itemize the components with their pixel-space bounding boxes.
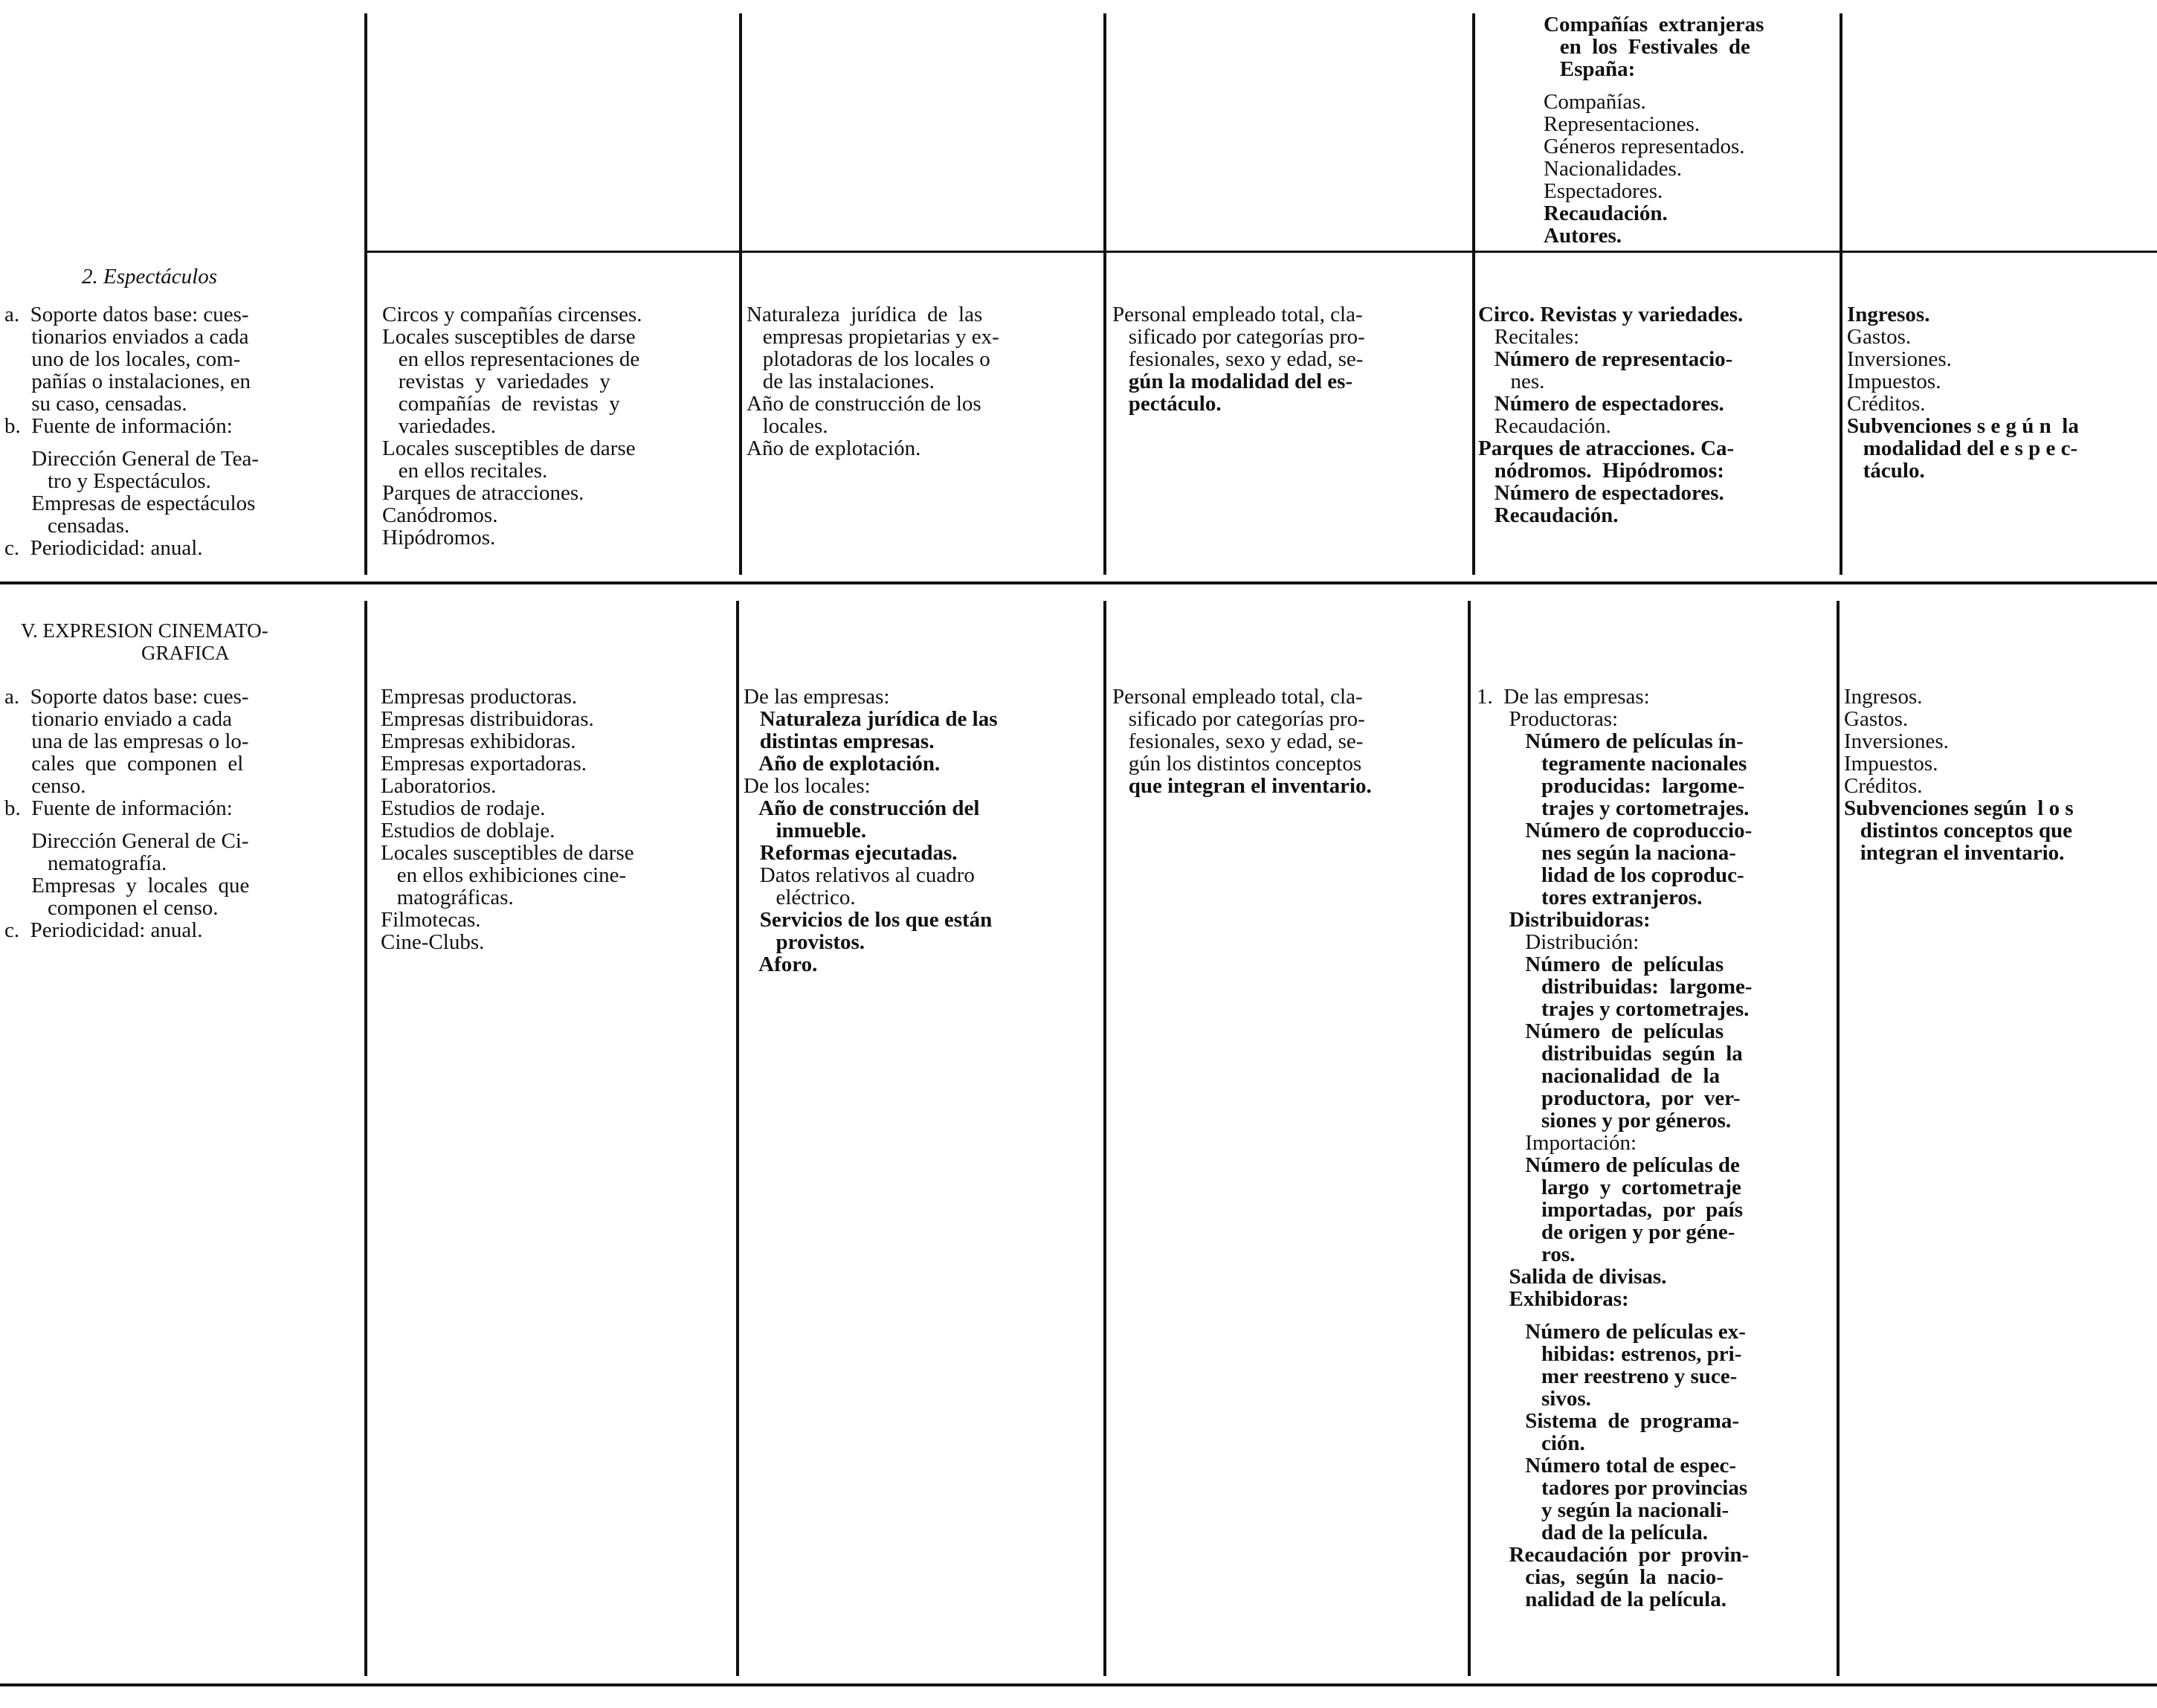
text-line: Espectadores.: [1544, 179, 1663, 203]
text-line: en ellos exhibiciones cine-: [381, 863, 627, 887]
text-line: en los Festivales de: [1544, 35, 1750, 59]
text-line: Datos relativos al cuadro: [744, 863, 975, 887]
text-line: Circo. Revistas y variedades.: [1478, 303, 1744, 326]
text-line: integran el inventario.: [1844, 841, 2065, 864]
espectaculos-source-cell: [4, 303, 360, 559]
text-line: nalidad de la película.: [1477, 1588, 1726, 1611]
text-line: ros.: [1477, 1243, 1576, 1266]
text-line: Empresas exportadoras.: [381, 752, 587, 776]
text-line: plotadoras de los locales o: [747, 347, 990, 371]
text-line: cias, según la nacio-: [1477, 1565, 1724, 1589]
text-line: Empresas exhibidoras.: [381, 729, 576, 753]
text-line: Personal empleado total, cla-: [1112, 686, 1363, 709]
text-line: Sistema de programa-: [1477, 1409, 1740, 1433]
text-line: gún los distintos conceptos: [1112, 752, 1362, 776]
text-line: productora, por ver-: [1477, 1086, 1741, 1110]
text-line: Distribución:: [1477, 930, 1639, 954]
text-line: Canódromos.: [382, 503, 498, 527]
cine-legal-cell: [744, 686, 1099, 976]
text-line: nes según la naciona-: [1477, 841, 1736, 865]
cine-heading-line2: GRAFICA: [141, 642, 230, 664]
text-line: su caso, censadas.: [4, 392, 187, 416]
text-line: locales.: [747, 414, 828, 438]
text-line: Gastos.: [1847, 325, 1912, 349]
cine-finance-cell: [1844, 686, 2153, 864]
text-line: Locales susceptibles de darse: [382, 325, 636, 349]
text-line: Año de explotación.: [747, 436, 921, 460]
text-line: Hipódromos.: [382, 526, 496, 549]
text-line: Naturaleza jurídica de las: [747, 303, 983, 326]
text-line: importadas, por país: [1477, 1198, 1743, 1222]
text-line: Estudios de rodaje.: [381, 796, 546, 820]
text-line: [4, 437, 360, 448]
text-line: fesionales, sexo y edad, se-: [1112, 347, 1364, 371]
text-line: España:: [1544, 57, 1636, 81]
text-line: Créditos.: [1847, 392, 1926, 416]
text-line: c. Periodicidad: anual.: [4, 918, 203, 941]
text-line: Géneros representados.: [1544, 135, 1745, 158]
column-rule-1-top: [364, 13, 367, 575]
column-rule-4-bottom: [1468, 601, 1471, 1676]
divider-page-bottom: [0, 1683, 2157, 1686]
text-line: Aforo.: [744, 953, 818, 976]
text-line: Gastos.: [1844, 707, 1909, 731]
espectaculos-units-cell: [382, 303, 732, 549]
text-line: Ingresos.: [1847, 303, 1930, 326]
text-line: variedades.: [382, 414, 496, 438]
text-line: 1. De las empresas:: [1477, 686, 1650, 709]
text-line: tadores por provincias: [1477, 1476, 1748, 1500]
text-line: tro y Espectáculos.: [4, 469, 211, 493]
text-line: sificado por categorías pro-: [1112, 707, 1365, 731]
column-rule-5-bottom: [1837, 601, 1840, 1676]
text-line: Impuestos.: [1847, 370, 1941, 393]
text-line: Créditos.: [1844, 774, 1923, 798]
text-line: De las empresas:: [744, 686, 890, 709]
text-line: nódromos. Hipódromos:: [1478, 459, 1724, 483]
text-line: provistos.: [744, 930, 865, 954]
text-line: a. Soporte datos base: cues-: [4, 686, 249, 709]
text-line: empresas propietarias y ex-: [747, 325, 999, 349]
cine-personnel-cell: [1112, 686, 1465, 797]
text-line: Estudios de doblaje.: [381, 819, 555, 842]
text-line: revistas y variedades y: [382, 370, 610, 393]
text-line: [1544, 80, 1835, 91]
text-line: Subvenciones s e g ú n la: [1847, 414, 2079, 438]
text-line: pañías o instalaciones, en: [4, 370, 251, 393]
text-line: de las instalaciones.: [747, 370, 935, 393]
cine-source-cell: [4, 686, 360, 941]
divider-top-section: [367, 251, 2157, 253]
text-line: Subvenciones según l o s: [1844, 796, 2074, 820]
text-line: c. Periodicidad: anual.: [4, 536, 203, 559]
text-line: Dirección General de Tea-: [4, 447, 259, 471]
text-line: Parques de atracciones. Ca-: [1478, 436, 1735, 460]
text-line: Impuestos.: [1844, 752, 1938, 776]
text-line: Inversiones.: [1847, 347, 1952, 371]
column-rule-2-top: [739, 13, 742, 575]
text-line: distintos conceptos que: [1844, 819, 2072, 842]
text-line: lidad de los coproduc-: [1477, 863, 1744, 887]
text-line: Autores.: [1544, 224, 1622, 247]
text-line: Laboratorios.: [381, 774, 497, 798]
text-line: Número de representacio-: [1478, 347, 1733, 371]
text-line: Año de explotación.: [744, 752, 941, 776]
text-line: Compañías.: [1544, 90, 1646, 114]
text-line: Recaudación.: [1478, 414, 1611, 438]
text-line: Número de películas: [1477, 1019, 1724, 1043]
text-line: sivos.: [1477, 1387, 1591, 1411]
text-line: Productoras:: [1477, 707, 1619, 731]
text-line: Parques de atracciones.: [382, 481, 584, 505]
text-line: sificado por categorías pro-: [1112, 325, 1365, 349]
text-line: Personal empleado total, cla-: [1112, 303, 1363, 326]
text-line: b. Fuente de información:: [4, 414, 233, 438]
text-line: Nacionalidades.: [1544, 157, 1683, 181]
text-line: Cine-Clubs.: [381, 930, 485, 953]
text-line: en ellos representaciones de: [382, 347, 640, 371]
text-line: Servicios de los que están: [744, 908, 993, 932]
text-line: trajes y cortometrajes.: [1477, 997, 1750, 1021]
text-line: nes.: [1478, 370, 1545, 393]
text-line: producidas: largome-: [1477, 774, 1745, 798]
text-line: eléctrico.: [744, 886, 856, 909]
text-line: tegramente nacionales: [1477, 752, 1747, 776]
text-line: Empresas y locales que: [4, 874, 250, 897]
column-rule-3-top: [1103, 13, 1106, 575]
cine-heading-line1: V. EXPRESION CINEMATO-: [21, 619, 268, 642]
text-line: mer reestreno y suce-: [1477, 1364, 1738, 1388]
text-line: una de las empresas o lo-: [4, 729, 249, 753]
text-line: Número de coproduccio-: [1477, 819, 1753, 842]
text-line: ción.: [1477, 1431, 1585, 1455]
text-line: tores extranjeros.: [1477, 886, 1703, 909]
text-line: nacionalidad de la: [1477, 1064, 1721, 1088]
text-line: pectáculo.: [1112, 392, 1222, 415]
text-line: Número de películas ex-: [1477, 1320, 1746, 1344]
text-line: que integran el inventario.: [1112, 774, 1372, 797]
text-line: censadas.: [4, 514, 130, 538]
column-rule-3-bottom: [1103, 601, 1106, 1676]
text-line: Reformas ejecutadas.: [744, 841, 958, 865]
text-line: tionario enviado a cada: [4, 707, 232, 731]
espectaculos-heading: 2. Espectáculos: [82, 265, 218, 289]
festivales-cell: [1544, 13, 1835, 247]
text-line: Empresas productoras.: [381, 686, 578, 709]
column-rule-4-top: [1472, 13, 1475, 575]
text-line: Dirección General de Ci-: [4, 829, 249, 853]
text-line: trajes y cortometrajes.: [1477, 796, 1750, 820]
text-line: hibidas: estrenos, pri-: [1477, 1342, 1742, 1366]
text-line: nematografía.: [4, 851, 167, 875]
column-rule-5-top: [1840, 13, 1842, 575]
text-line: distribuidas: largome-: [1477, 975, 1753, 999]
text-line: uno de los locales, com-: [4, 347, 241, 371]
text-line: Número de espectadores.: [1478, 481, 1724, 505]
text-line: Ingresos.: [1844, 686, 1923, 709]
text-line: Empresas de espectáculos: [4, 492, 256, 515]
text-line: [1477, 1310, 1834, 1321]
text-line: Circos y compañías circenses.: [382, 303, 642, 326]
text-line: a. Soporte datos base: cues-: [4, 303, 249, 326]
text-line: tionarios enviados a cada: [4, 325, 249, 349]
text-line: Número de películas de: [1477, 1153, 1740, 1177]
text-line: Año de construcción de los: [747, 392, 981, 416]
text-line: Representaciones.: [1544, 112, 1700, 136]
text-line: distribuidas según la: [1477, 1042, 1743, 1066]
text-line: táculo.: [1847, 459, 1925, 482]
text-line: Recaudación.: [1544, 202, 1668, 225]
text-line: [4, 819, 360, 830]
text-line: Número de espectadores.: [1478, 392, 1724, 416]
cine-units-cell: [381, 686, 732, 953]
text-line: siones y por géneros.: [1477, 1109, 1732, 1132]
divider-espectaculos-bottom: [0, 581, 2157, 584]
text-line: Naturaleza jurídica de las: [744, 707, 998, 731]
espectaculos-finance-cell: [1847, 303, 2153, 482]
text-line: en ellos recitales.: [382, 459, 548, 483]
text-line: de origen y por géne-: [1477, 1220, 1735, 1244]
text-line: Compañías extranjeras: [1544, 13, 1764, 36]
espectaculos-personnel-cell: [1112, 303, 1468, 415]
text-line: modalidad del e s p e c-: [1847, 436, 2078, 460]
text-line: Recitales:: [1478, 325, 1580, 349]
espectaculos-legal-cell: [747, 303, 1099, 460]
text-line: matográficas.: [381, 886, 514, 909]
column-rule-2-bottom: [736, 601, 739, 1676]
text-line: Salida de divisas.: [1477, 1265, 1667, 1289]
text-line: Año de construcción del: [744, 796, 980, 820]
text-line: Número de películas: [1477, 953, 1724, 976]
text-line: Filmotecas.: [381, 908, 481, 932]
text-line: Inversiones.: [1844, 729, 1949, 753]
text-line: dad de la película.: [1477, 1521, 1708, 1544]
text-line: Número de películas ín-: [1477, 729, 1744, 753]
text-line: y según la nacionali-: [1477, 1498, 1729, 1522]
text-line: censo.: [4, 774, 86, 798]
text-line: Recaudación por provin-: [1477, 1543, 1750, 1567]
text-line: Locales susceptibles de darse: [381, 841, 634, 865]
text-line: Recaudación.: [1478, 503, 1619, 526]
text-line: fesionales, sexo y edad, se-: [1112, 729, 1364, 753]
column-rule-1-bottom: [364, 601, 367, 1676]
text-line: Importación:: [1477, 1131, 1637, 1155]
text-line: compañías de revistas y: [382, 392, 620, 416]
text-line: Distribuidoras:: [1477, 908, 1651, 932]
text-line: largo y cortometraje: [1477, 1176, 1741, 1199]
text-line: gún la modalidad del es-: [1112, 370, 1353, 393]
text-line: b. Fuente de información:: [4, 796, 233, 820]
text-line: Empresas distribuidoras.: [381, 707, 594, 731]
text-line: Número total de espec-: [1477, 1454, 1737, 1477]
text-line: De los locales:: [744, 774, 871, 798]
text-line: componen el censo.: [4, 896, 219, 920]
espectaculos-activity-cell: [1478, 303, 1837, 526]
cine-activity-cell: [1477, 686, 1834, 1611]
text-line: inmueble.: [744, 819, 867, 842]
text-line: distintas empresas.: [744, 729, 935, 753]
text-line: cales que componen el: [4, 752, 244, 776]
text-line: Locales susceptibles de darse: [382, 436, 636, 460]
text-line: Exhibidoras:: [1477, 1287, 1629, 1311]
